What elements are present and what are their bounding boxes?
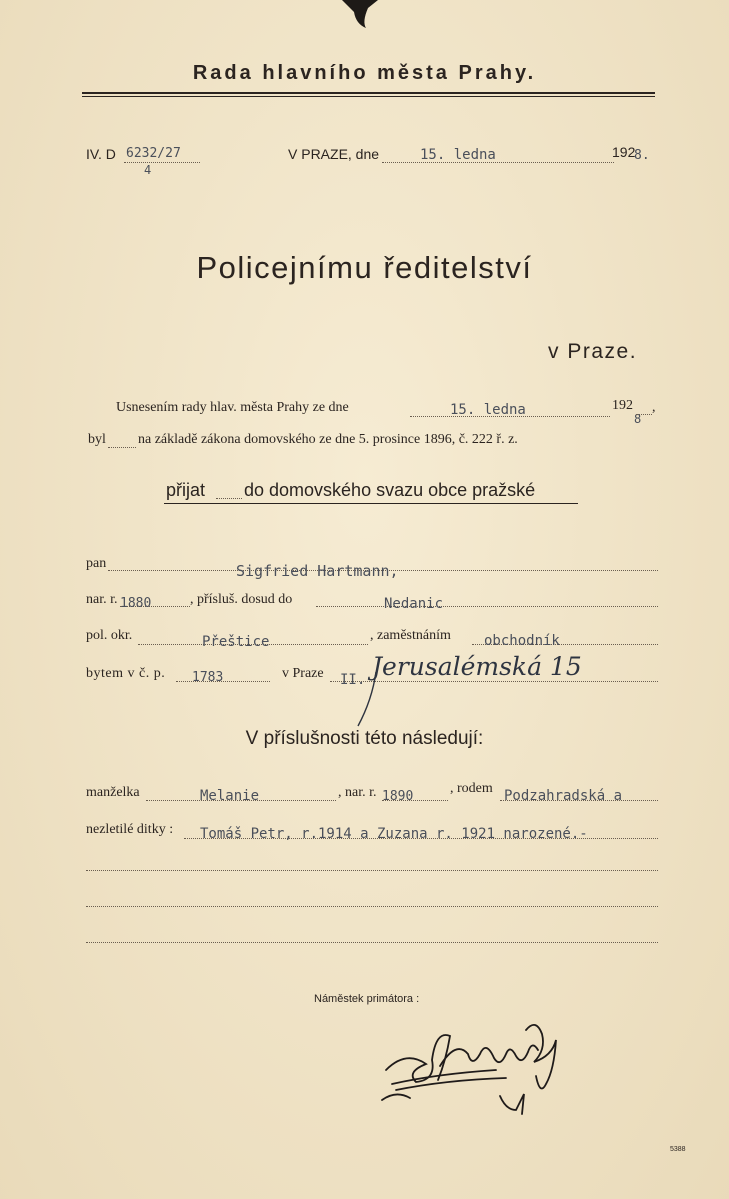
belongs-dotline [316, 606, 658, 607]
pan-label: pan [86, 556, 107, 571]
wife-name: Melanie [200, 788, 260, 804]
date-dotline [382, 162, 614, 163]
blank-line-2 [86, 906, 658, 907]
address-label: bytem v č. p. [86, 666, 166, 681]
belongs-value: Nedanic [384, 596, 444, 612]
wife-born-year: 1890 [382, 789, 414, 804]
resolution-comma: , [652, 400, 656, 415]
print-code: 5388 [670, 1146, 686, 1153]
dependents-heading: V příslušnosti této následují: [245, 728, 484, 749]
accepted-underline [164, 503, 578, 504]
belongs-label: , přísluš. dosud do [190, 592, 293, 607]
handwriting-stroke [350, 670, 390, 730]
signatory-label: Náměstek primátora : [314, 993, 420, 1005]
council-title: Rada hlavního města Prahy. [192, 62, 537, 84]
addressee-line2: v Praze. [548, 340, 638, 363]
children-value: Tomáš Petr, r.1914 a Zuzana r. 1921 narozené.- [200, 826, 588, 842]
wife-born-label: , nar. r. [338, 785, 377, 800]
prague-label: v Praze [282, 666, 324, 681]
house-number: 1783 [192, 670, 224, 685]
resolution-year-dotline [636, 414, 652, 415]
resolution-byl: byl [88, 432, 106, 447]
header-rule-bottom [82, 96, 655, 97]
ref-number: 6232/27 [126, 146, 181, 161]
born-year: 1880 [120, 596, 152, 611]
header-date: 15. ledna [420, 147, 496, 163]
binding-ink-mark [338, 0, 382, 30]
header-year-digit: 8. [634, 148, 650, 163]
wife-maiden-label: , rodem [450, 781, 493, 796]
wife-maiden-value: Podzahradská a [504, 788, 623, 804]
resolution-byl-dotline [108, 447, 136, 448]
district-value: Přeštice [202, 634, 270, 650]
street-handwritten: Jerusalémská 15 [372, 652, 582, 681]
signature-image [376, 1010, 576, 1120]
blank-line-1 [86, 870, 658, 871]
prague-district: II. [340, 672, 366, 688]
resolution-date: 15. ledna [450, 402, 526, 418]
resolution-text2: na základě zákona domovského ze dne 5. prosince 1896, č. 222 ř. z. [138, 432, 518, 447]
district-label: pol. okr. [86, 628, 133, 643]
header-rule-top [82, 92, 655, 94]
resolution-text1: Usnesením rady hlav. města Prahy ze dne [116, 400, 349, 415]
occupation-value: obchodník [484, 633, 560, 649]
resolution-year-digit: 8 [634, 412, 642, 426]
header-year-prefix: 192 [612, 144, 636, 160]
accepted-word: přijat [166, 480, 206, 500]
wife-label: manželka [86, 785, 140, 800]
children-label: nezletilé ditky : [86, 822, 174, 837]
resolution-year-prefix: 192 [612, 398, 633, 413]
ref-sub: 4 [144, 163, 152, 177]
accepted-dotline [216, 498, 242, 499]
accepted-text: do domovského svazu obce pražské [244, 480, 536, 500]
occupation-label: , zaměstnáním [370, 628, 451, 643]
ref-dotline [124, 162, 200, 163]
blank-line-3 [86, 942, 658, 943]
place-date-label: V PRAZE, dne [288, 146, 380, 162]
addressee-line1: Policejnímu ředitelství [196, 250, 533, 285]
ref-prefix: IV. D [86, 146, 116, 162]
born-label: nar. r. [86, 592, 118, 607]
person-name: Sigfried Hartmann, [236, 562, 399, 580]
